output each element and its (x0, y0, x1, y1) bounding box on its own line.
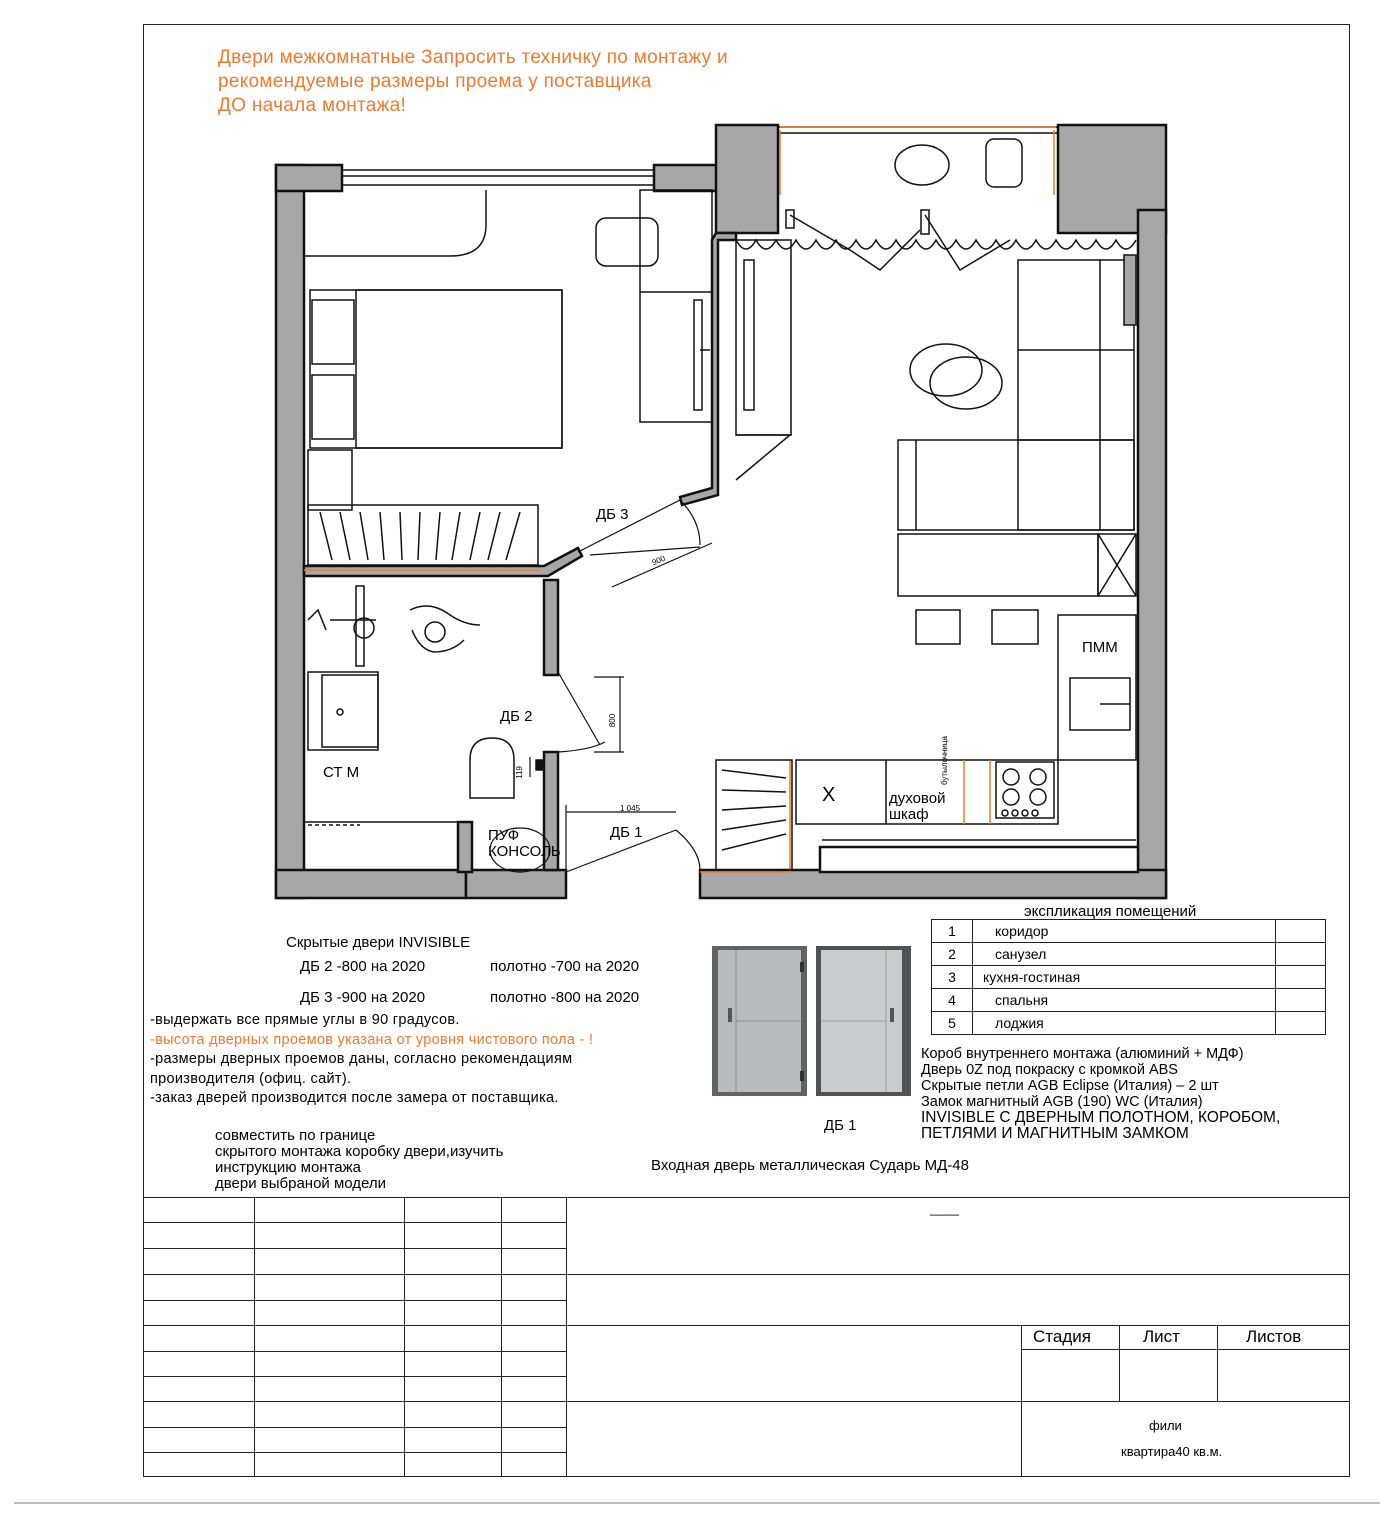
spec-6: ПЕТЛЯМИ И МАГНИТНЫМ ЗАМКОМ (921, 1125, 1189, 1142)
tv-bedroom (694, 300, 702, 410)
row-num: 2 (932, 943, 973, 966)
wall-left (276, 165, 304, 898)
row-num: 3 (932, 966, 973, 989)
hidden-doors-db3-size: ДБ 3 -900 на 2020 (300, 989, 426, 1006)
toilet (470, 738, 514, 798)
install-note-3: инструкцию монтажа (215, 1159, 362, 1176)
row-num: 1 (932, 920, 973, 943)
bathroom-shelf (356, 586, 364, 666)
hidden-doors-db2-leaf: полотно -700 на 2020 (490, 958, 640, 975)
bed (310, 290, 562, 448)
wall-bath-right (544, 580, 558, 675)
nightstand (308, 450, 352, 510)
bedroom-wardrobe-curve (304, 190, 486, 256)
row-name: лоджия (973, 1012, 1276, 1035)
loggia-chair (986, 139, 1022, 187)
title-stage: Стадия (1033, 1327, 1091, 1346)
bed-pillow-2 (312, 375, 354, 439)
wall-top-mid (654, 165, 718, 191)
desk (640, 190, 712, 422)
title-object: квартира40 кв.м. (1121, 1444, 1223, 1459)
note-4: -заказ дверей производится после замера от поставщика. (150, 1090, 559, 1106)
label-x-mark: Х (822, 784, 836, 806)
loggia-curtain (736, 240, 1136, 249)
label-db2: ДБ 2 (500, 708, 533, 725)
label-puf: ПУФ (488, 827, 520, 844)
shower-head (308, 610, 376, 630)
install-note-4: двери выбраной модели (215, 1175, 387, 1192)
title-dash: ____ (930, 1201, 959, 1216)
label-oven-2: шкаф (889, 806, 929, 823)
note-1: -выдержать все прямые углы в 90 градусов. (150, 1012, 460, 1028)
wall-partition-bath-top (304, 548, 582, 576)
note-3b: производителя (офиц. сайт). (150, 1070, 352, 1087)
label-db3: ДБ 3 (596, 506, 629, 523)
row-extra (1276, 966, 1326, 989)
spec-3: Скрытые петли AGB Eclipse (Италия) – 2 шт (921, 1078, 1219, 1094)
wall-tv-unit (1124, 255, 1136, 325)
row-name: коридор (973, 920, 1276, 943)
row-num: 5 (932, 1012, 973, 1035)
door-image-inside (816, 946, 911, 1096)
wall-loggia-left (716, 125, 778, 233)
label-konsol: КОНСОЛЬ (488, 843, 561, 860)
door-spec (921, 1046, 1280, 1142)
loggia-table (895, 145, 949, 185)
dim-900: 900 (650, 553, 667, 568)
wall-corridor (458, 822, 472, 872)
page-bottom-rule (14, 1502, 1380, 1504)
row-num: 4 (932, 989, 973, 1012)
row-name: спальня (973, 989, 1276, 1012)
stool-1 (916, 610, 960, 644)
wall-bottom-left (276, 870, 466, 898)
title-block (143, 1197, 1350, 1477)
desk-chair (596, 218, 658, 266)
sofa-chaise (898, 440, 1134, 530)
entrance-door-label: Входная дверь металлическая Сударь МД-48 (651, 1157, 969, 1174)
table-row (932, 943, 1326, 966)
table-row (932, 989, 1326, 1012)
spec-4: Замок магнитный AGB (190) WC (Италия) (921, 1094, 1203, 1110)
header-note-line-3: ДО начала монтажа! (218, 95, 407, 116)
row-name: санузел (973, 943, 1276, 966)
row-name: кухня-гостиная (973, 966, 1276, 989)
sofa-back (1018, 260, 1134, 530)
hidden-doors-db2-size: ДБ 2 -800 на 2020 (300, 958, 426, 975)
coffee-table-1 (910, 344, 982, 396)
dim-1045: 1 045 (620, 804, 641, 813)
hall-wardrobe (716, 760, 792, 870)
install-note-2: скрытого монтажа коробку двери,изучить (215, 1143, 504, 1160)
door-image-outside (712, 946, 807, 1096)
install-note (215, 1128, 503, 1192)
title-project: фили (1149, 1418, 1182, 1433)
table-row (932, 1012, 1326, 1035)
install-note-1: совместить по границе (215, 1127, 376, 1144)
note-2: -высота дверных проемов указана от уровня чистового пола - ! (150, 1031, 594, 1048)
header-note-line-2: рекомендуемые размеры проема у поставщика (218, 71, 652, 92)
note-3: -размеры дверных проемов даны, согласно рекомендациям (150, 1051, 573, 1067)
explication-title: экспликация помещений (1024, 903, 1197, 920)
stool-2 (992, 610, 1038, 644)
label-pmm: ПММ (1082, 639, 1118, 656)
header-note-line-1: Двери межкомнатные Запросить техничку по монтажу и (218, 47, 728, 68)
row-extra (1276, 989, 1326, 1012)
coffee-table-2 (930, 357, 1002, 409)
dim-119: 119 (514, 766, 524, 779)
bed-pillow-1 (312, 300, 354, 364)
row-extra (1276, 920, 1326, 943)
hidden-doors-db3-leaf: полотно -800 на 2020 (490, 989, 640, 1006)
title-sheets: Листов (1246, 1327, 1302, 1346)
tv-living (744, 260, 754, 410)
title-sheet: Лист (1143, 1327, 1180, 1346)
general-notes (150, 1011, 593, 1109)
row-extra (1276, 943, 1326, 966)
table-row (932, 920, 1326, 943)
label-db1: ДБ 1 (610, 824, 643, 841)
label-oven-1: духовой (889, 790, 946, 807)
spec-1: Короб внутреннего монтажа (алюминий + МДФ) (921, 1046, 1244, 1062)
hidden-doors-title: Скрытые двери INVISIBLE (286, 934, 471, 951)
wall-partition-bedroom (680, 233, 736, 505)
spec-5: INVISIBLE С ДВЕРНЫМ ПОЛОТНОМ, КОРОБОМ, (921, 1109, 1281, 1126)
bedroom-wardrobe (308, 505, 538, 565)
door-caption: ДБ 1 (824, 1117, 857, 1134)
label-stm: СТ М (323, 764, 360, 781)
row-extra (1276, 1012, 1326, 1035)
wall-bottom-mid (466, 870, 566, 898)
wall-niche (820, 847, 1138, 872)
wall-right (1138, 210, 1166, 898)
bench (898, 534, 1098, 596)
table-row (932, 966, 1326, 989)
spec-2: Дверь 0Z под покраску с кромкой ABS (921, 1062, 1178, 1078)
wall-bottom-right (700, 870, 1166, 898)
entry-bench (304, 822, 458, 870)
wall-top-left (276, 165, 342, 191)
label-wine: бутылочница (940, 736, 949, 785)
explication-table (931, 919, 1326, 1035)
door-db2-swing (558, 672, 605, 752)
dim-800: 800 (608, 713, 618, 728)
